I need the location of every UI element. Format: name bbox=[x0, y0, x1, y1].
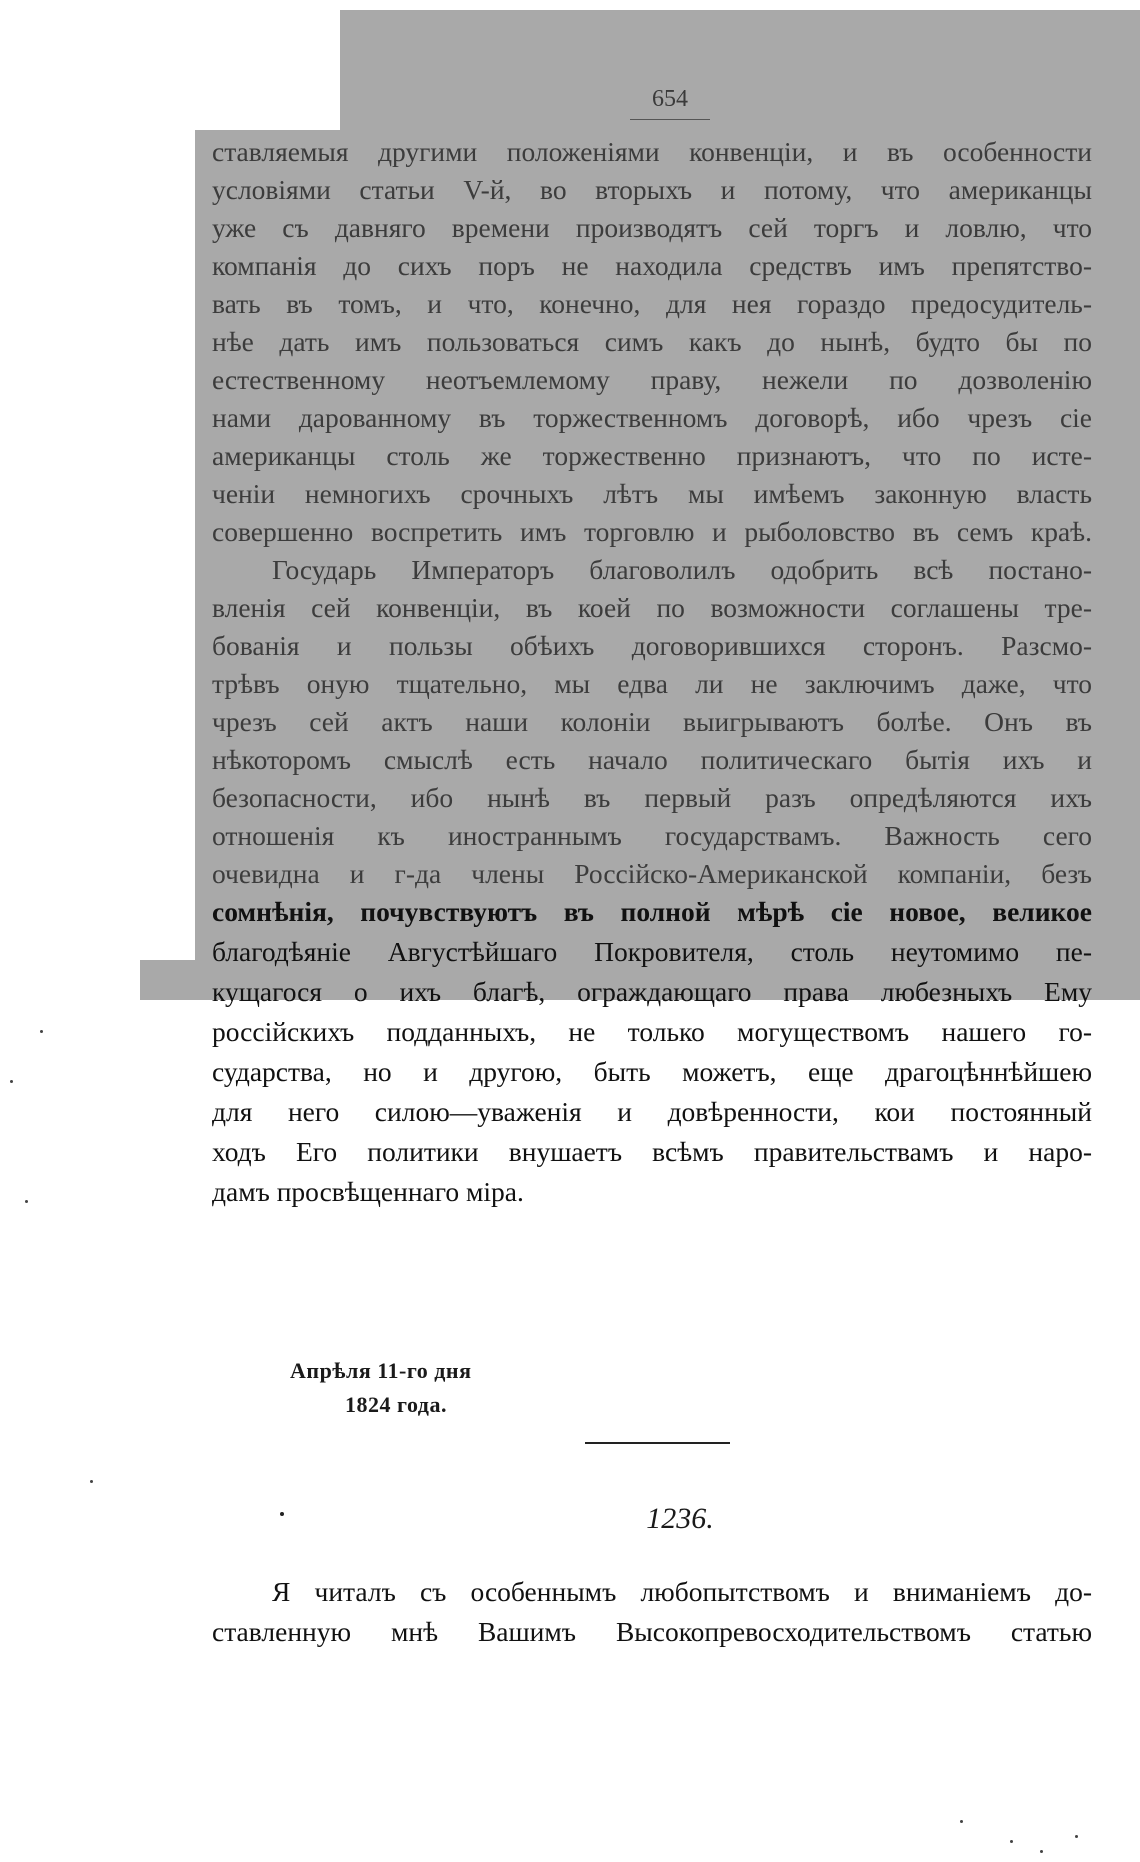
text-line: американцы столь же торжественно признаютъ, что по исте- bbox=[212, 440, 1092, 471]
text-line: нѣкоторомъ смыслѣ есть начало политическаго бытія ихъ и bbox=[212, 744, 1092, 775]
text-line: отношенія къ иностраннымъ государствамъ. Важность сего bbox=[212, 820, 1092, 851]
page-number: 654 bbox=[630, 86, 710, 120]
scan-speck bbox=[1010, 1840, 1013, 1843]
stray-mark bbox=[280, 1512, 284, 1516]
text-line: ставленную мнѣ Вашимъ Высокопревосходительствомъ статью bbox=[212, 1616, 1092, 1647]
torn-edge bbox=[140, 130, 195, 960]
date-line-2: 1824 года. bbox=[345, 1392, 447, 1417]
text-line: вать въ томъ, и что, конечно, для нея гораздо предосудитель- bbox=[212, 288, 1092, 319]
scan-speck bbox=[1075, 1835, 1078, 1838]
date-line-1: Апрѣля 11-го дня bbox=[290, 1358, 472, 1383]
text-line: нами дарованному въ торжественномъ договорѣ, ибо чрезъ сіе bbox=[212, 402, 1092, 433]
text-line: вленія сей конвенціи, въ коей по возможности соглашены тре- bbox=[212, 592, 1092, 623]
text-line: сомнѣнія, почувствуютъ въ полной мѣрѣ сіе новое, великое bbox=[212, 896, 1092, 927]
scan-speck bbox=[40, 1030, 43, 1033]
text-line: благодѣяніе Августѣйшаго Покровителя, столь неутомимо пе- bbox=[212, 936, 1092, 967]
text-line: естественному неотъемлемому праву, нежели по дозволенію bbox=[212, 364, 1092, 395]
scan-speck bbox=[25, 1200, 28, 1203]
scan-speck bbox=[1040, 1850, 1043, 1853]
text-line: компанія до сихъ поръ не находила средствъ имъ препятство- bbox=[212, 250, 1092, 281]
text-line: сударства, но и другою, быть можетъ, еще драгоцѣннѣйшею bbox=[212, 1056, 1092, 1087]
text-line: ченіи немногихъ срочныхъ лѣтъ мы имѣемъ законную власть bbox=[212, 478, 1092, 509]
text-line: трѣвъ оную тщательно, мы едва ли не заключимъ даже, что bbox=[212, 668, 1092, 699]
scan-speck bbox=[10, 1080, 13, 1083]
text-line: Государь Императоръ благоволилъ одобрить всѣ постано- bbox=[272, 554, 1092, 585]
text-line: кущагося о ихъ благѣ, ограждающаго права любезныхъ Ему bbox=[212, 976, 1092, 1007]
text-line: для него силою—уваженія и довѣренности, кои постоянный bbox=[212, 1096, 1092, 1127]
text-line: условіями статьи V-й, во вторыхъ и потому, что американцы bbox=[212, 174, 1092, 205]
text-line: безопасности, ибо нынѣ въ первый разъ опредѣляются ихъ bbox=[212, 782, 1092, 813]
document-number: 1236. bbox=[646, 1502, 714, 1535]
torn-corner bbox=[140, 10, 340, 130]
text-line: нѣе дать имъ пользоваться симъ какъ до нынѣ, будто бы по bbox=[212, 326, 1092, 357]
text-line: очевидна и г-да члены Россійско-Американской компаніи, безъ bbox=[212, 858, 1092, 889]
text-line: дамъ просвѣщеннаго міра. bbox=[212, 1176, 524, 1207]
text-line: совершенно воспретить имъ торговлю и рыболовство въ семъ краѣ. bbox=[212, 516, 1092, 547]
text-line: россійскихъ подданныхъ, не только могуществомъ нашего го- bbox=[212, 1016, 1092, 1047]
scan-speck bbox=[960, 1820, 963, 1823]
section-divider bbox=[585, 1442, 730, 1444]
text-line: ходъ Его политики внушаетъ всѣмъ правительствамъ и наро- bbox=[212, 1136, 1092, 1167]
text-line: уже съ давняго времени производятъ сей торгъ и ловлю, что bbox=[212, 212, 1092, 243]
scan-speck bbox=[90, 1480, 93, 1483]
text-line: чрезъ сей актъ наши колоніи выигрываютъ болѣе. Онъ въ bbox=[212, 706, 1092, 737]
text-line: бованія и пользы обѣихъ договорившихся сторонъ. Разсмо- bbox=[212, 630, 1092, 661]
text-line: Я читалъ съ особеннымъ любопытствомъ и вниманіемъ до- bbox=[272, 1576, 1092, 1607]
text-line: ставляемыя другими положеніями конвенціи, и въ особенности bbox=[212, 136, 1092, 167]
